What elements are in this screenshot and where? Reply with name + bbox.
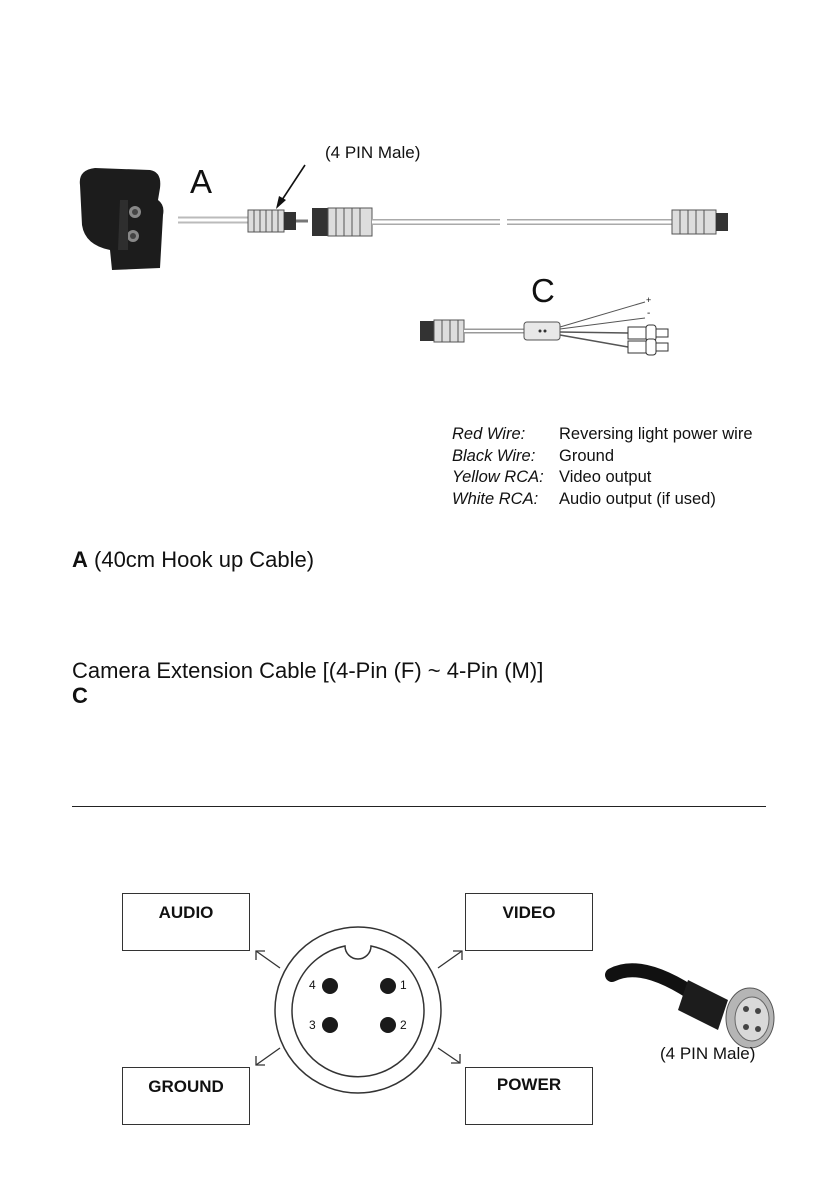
legend-value: Video output [559,468,652,486]
section-a-letter: A [72,547,88,572]
connector-photo [612,970,774,1048]
extension-cable-heading: Camera Extension Cable [(4-Pin (F) ~ 4-Pin (M)] [72,658,544,683]
pin-label-4: 4 [309,978,316,992]
section-c-letter: C [72,683,88,708]
legend-value: Audio output (if used) [559,489,716,508]
wire-plus-label: + [646,295,652,305]
video-box: VIDEO [465,893,593,951]
pin-2 [380,1017,396,1033]
legend-key: Red Wire: [452,425,526,443]
legend-key: White RCA: [452,489,539,508]
pin-label-3: 3 [309,1018,316,1032]
ground-box: GROUND [122,1067,250,1125]
pin-label-1: 1 [400,978,407,992]
legend-key: Black Wire: [452,446,536,465]
photo-caption: (4 PIN Male) [660,1044,756,1063]
connector-note: (4 PIN Male) [325,143,421,162]
label-c-diagram: C [531,272,555,309]
wire-minus-label: - [647,308,651,319]
pin-label-2: 2 [400,1018,407,1032]
pin-3 [322,1017,338,1033]
pin-1 [380,978,396,994]
section-a-text: (40cm Hook up Cable) [87,547,315,572]
pin-4 [322,978,338,994]
power-box: POWER [465,1067,593,1125]
legend-value: Reversing light power wire [559,425,753,443]
legend-key: Yellow RCA: [452,468,544,486]
label-a-diagram: A [190,163,213,200]
audio-box: AUDIO [122,893,250,951]
legend-value: Ground [559,446,615,465]
